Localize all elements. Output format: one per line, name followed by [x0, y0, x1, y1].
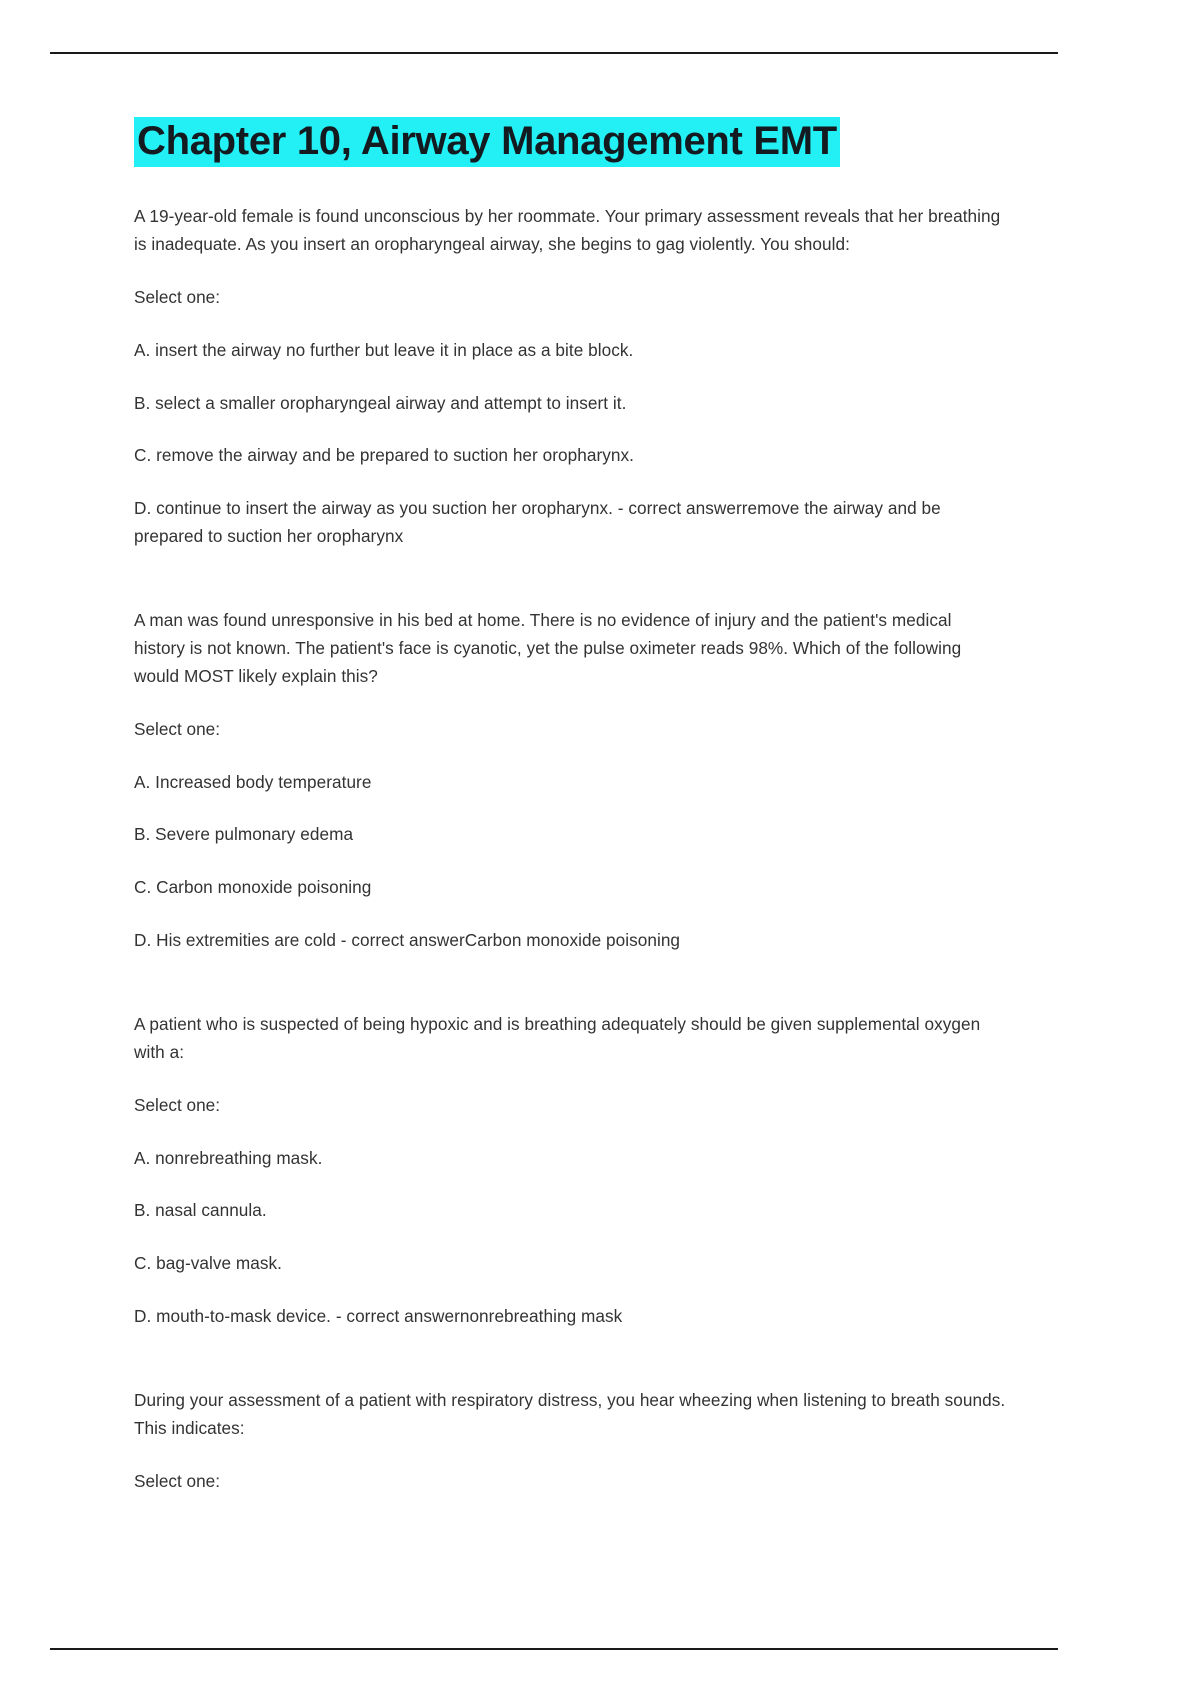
answer-option-c[interactable]: C. bag-valve mask.: [134, 1253, 283, 1274]
question-block: [134, 1387, 1006, 1496]
select-one-label: Select one:: [134, 1470, 220, 1491]
select-one-label: Select one:: [134, 1094, 220, 1115]
question-stem: A man was found unresponsive in his bed at home. There is no evidence of injury and the patient's medical history is not known. The patient's face is cyanotic, yet the pulse oximeter reads 98%. Which of the following would MOST likely explain this?: [134, 610, 962, 686]
answer-option-b[interactable]: B. Severe pulmonary edema: [134, 824, 354, 845]
page-title-highlight: Chapter 10, Airway Management EMT: [134, 117, 840, 167]
answer-option-c[interactable]: C. remove the airway and be prepared to suction her oropharynx.: [134, 445, 634, 466]
select-one-label: Select one:: [134, 286, 220, 307]
page-title: [134, 118, 1006, 165]
question-block: [134, 203, 1006, 551]
answer-option-d[interactable]: D. His extremities are cold - correct answerCarbon monoxide poisoning: [134, 930, 681, 951]
question-spacer: [134, 551, 1006, 607]
select-one-label: Select one:: [134, 718, 220, 739]
question-stem: A 19-year-old female is found unconscious by her roommate. Your primary assessment reveals that her breathing is inadequate. As you insert an oropharyngeal airway, she begins to gag violently. You should:: [134, 206, 1001, 255]
answer-option-d[interactable]: D. continue to insert the airway as you suction her oropharynx. - correct answerremove the airway and be prepared to suction her oropharynx: [134, 498, 941, 547]
question-spacer: [134, 955, 1006, 1011]
answer-option-a[interactable]: A. insert the airway no further but leave it in place as a bite block.: [134, 339, 634, 360]
answer-option-b[interactable]: B. nasal cannula.: [134, 1200, 267, 1221]
document-content: [134, 118, 1006, 1521]
question-spacer: [134, 1331, 1006, 1387]
answer-option-a[interactable]: A. nonrebreathing mask.: [134, 1147, 323, 1168]
answer-option-c[interactable]: C. Carbon monoxide poisoning: [134, 877, 372, 898]
header-divider: [50, 52, 1058, 54]
question-block: [134, 607, 1006, 955]
question-stem: During your assessment of a patient with respiratory distress, you hear wheezing when listening to breath sounds. This indicates:: [134, 1389, 1006, 1438]
answer-option-a[interactable]: A. Increased body temperature: [134, 771, 372, 792]
answer-option-b[interactable]: B. select a smaller oropharyngeal airway and attempt to insert it.: [134, 392, 627, 413]
question-stem: A patient who is suspected of being hypoxic and is breathing adequately should be given supplemental oxygen with a:: [134, 1013, 981, 1062]
footer-divider: [50, 1648, 1058, 1650]
answer-option-d[interactable]: D. mouth-to-mask device. - correct answernonrebreathing mask: [134, 1306, 623, 1327]
question-block: [134, 1011, 1006, 1331]
